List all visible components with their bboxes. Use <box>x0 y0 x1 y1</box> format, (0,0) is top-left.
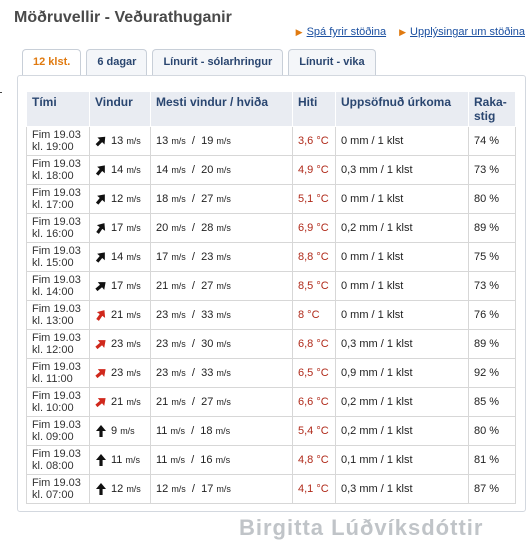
table-row <box>27 417 516 446</box>
tab-bar <box>22 49 381 76</box>
humidity-cell: 75 % <box>469 243 516 272</box>
unit-label: m/s <box>171 136 186 146</box>
unit-label: m/s <box>216 165 231 175</box>
humidity-cell: 92 % <box>469 359 516 388</box>
wind-cell <box>90 214 151 243</box>
max-wind: 11 <box>156 454 168 466</box>
unit-label: m/s <box>171 339 186 349</box>
date-text: Fim 19.03 <box>32 419 81 431</box>
observations-table <box>26 91 516 504</box>
gust-cell: 23 m/s / 33 m/s <box>151 301 293 330</box>
gust-speed: 30 <box>201 338 214 350</box>
gust-speed: 20 <box>201 164 214 176</box>
gust-cell: 11 m/s / 18 m/s <box>151 417 293 446</box>
arrow-ne-dark-icon <box>95 193 107 205</box>
unit-label: m/s <box>216 484 231 494</box>
arrow-right-icon: ▶ <box>399 27 407 37</box>
max-wind: 12 <box>156 483 169 495</box>
temperature-cell: 5,1 °C <box>293 185 336 214</box>
wind-cell <box>90 446 151 475</box>
gust-speed: 23 <box>201 251 214 263</box>
precipitation-cell: 0,1 mm / 1 klst <box>336 446 469 475</box>
table-row <box>27 301 516 330</box>
arrow-ne-dark-icon <box>95 251 107 263</box>
gust-cell: 20 m/s / 28 m/s <box>151 214 293 243</box>
date-text: Fim 19.03 <box>32 332 81 344</box>
hour-text: kl. 15:00 <box>32 257 74 269</box>
tab-6-days[interactable]: 6 dagar <box>86 49 147 75</box>
unit-label: m/s <box>171 484 186 494</box>
hour-text: kl. 09:00 <box>32 431 74 443</box>
gust-speed: 28 <box>201 222 214 234</box>
max-wind: 21 <box>156 396 169 408</box>
gust-speed: 19 <box>201 135 214 147</box>
arrow-ne-red-icon <box>95 338 107 350</box>
col-header-gust: Mesti vindur / hviða <box>151 92 293 127</box>
time-cell <box>27 446 90 475</box>
temperature-cell: 4,9 °C <box>293 156 336 185</box>
humidity-cell: 81 % <box>469 446 516 475</box>
humidity-cell: 73 % <box>469 156 516 185</box>
max-wind: 23 <box>156 338 169 350</box>
gust-speed: 17 <box>201 483 214 495</box>
table-row <box>27 475 516 504</box>
precipitation-cell: 0 mm / 1 klst <box>336 185 469 214</box>
max-wind: 23 <box>156 367 169 379</box>
table-header-row <box>27 92 516 127</box>
hour-text: kl. 16:00 <box>32 228 74 240</box>
wind-cell <box>90 243 151 272</box>
unit-label: m/s <box>171 194 186 204</box>
hour-text: kl. 08:00 <box>32 460 74 472</box>
date-text: Fim 19.03 <box>32 245 81 257</box>
time-cell <box>27 214 90 243</box>
top-links <box>296 26 525 38</box>
unit-label: m/s <box>216 339 231 349</box>
time-cell <box>27 272 90 301</box>
station-info-link[interactable]: Upplýsingar um stöðina <box>410 26 525 38</box>
unit-label: m/s <box>126 483 141 494</box>
humidity-cell: 73 % <box>469 272 516 301</box>
humidity-cell: 80 % <box>469 185 516 214</box>
forecast-link[interactable]: Spá fyrir stöðina <box>306 26 387 38</box>
precipitation-cell: 0,3 mm / 1 klst <box>336 156 469 185</box>
date-text: Fim 19.03 <box>32 216 81 228</box>
unit-label: m/s <box>216 223 231 233</box>
humidity-cell: 85 % <box>469 388 516 417</box>
temperature-cell: 8 °C <box>293 301 336 330</box>
gust-speed: 16 <box>200 454 213 466</box>
temperature-cell: 6,5 °C <box>293 359 336 388</box>
time-cell <box>27 127 90 156</box>
unit-label: m/s <box>126 280 141 291</box>
wind-speed: 12 <box>111 482 124 495</box>
wind-speed: 17 <box>111 279 124 292</box>
hour-text: kl. 17:00 <box>32 199 74 211</box>
wind-speed: 21 <box>111 395 124 408</box>
col-header-precip: Uppsöfnuð úrkoma <box>336 92 469 127</box>
time-cell <box>27 301 90 330</box>
max-wind: 14 <box>156 164 169 176</box>
gust-speed: 27 <box>201 193 214 205</box>
date-text: Fim 19.03 <box>32 448 81 460</box>
wind-speed: 14 <box>111 163 124 176</box>
wind-cell <box>90 301 151 330</box>
unit-label: m/s <box>171 368 186 378</box>
hour-text: kl. 19:00 <box>32 141 74 153</box>
wind-cell <box>90 330 151 359</box>
gust-cell: 17 m/s / 23 m/s <box>151 243 293 272</box>
precipitation-cell: 0,2 mm / 1 klst <box>336 417 469 446</box>
time-cell <box>27 417 90 446</box>
wind-speed: 21 <box>111 308 124 321</box>
table-row <box>27 185 516 214</box>
table-row <box>27 243 516 272</box>
arrow-ne-red-icon <box>95 367 107 379</box>
temperature-cell: 6,8 °C <box>293 330 336 359</box>
precipitation-cell: 0,2 mm / 1 klst <box>336 388 469 417</box>
unit-label: m/s <box>171 310 186 320</box>
unit-label: m/s <box>216 194 231 204</box>
gust-cell: 11 m/s / 16 m/s <box>151 446 293 475</box>
wind-cell <box>90 359 151 388</box>
gust-cell: 13 m/s / 19 m/s <box>151 127 293 156</box>
wind-cell <box>90 185 151 214</box>
arrow-right-icon: ▶ <box>295 27 303 37</box>
table-row <box>27 359 516 388</box>
humidity-cell: 74 % <box>469 127 516 156</box>
date-text: Fim 19.03 <box>32 303 81 315</box>
time-cell <box>27 156 90 185</box>
time-cell <box>27 243 90 272</box>
wind-speed: 12 <box>111 192 124 205</box>
max-wind: 21 <box>156 280 169 292</box>
table-row <box>27 388 516 417</box>
time-cell <box>27 185 90 214</box>
unit-label: m/s <box>126 135 141 146</box>
col-header-humidity: Raka-stig <box>469 92 516 127</box>
hour-text: kl. 14:00 <box>32 286 74 298</box>
gust-cell: 12 m/s / 17 m/s <box>151 475 293 504</box>
humidity-cell: 76 % <box>469 301 516 330</box>
unit-label: m/s <box>126 309 141 320</box>
arrow-ne-dark-icon <box>95 280 107 292</box>
temperature-cell: 8,5 °C <box>293 272 336 301</box>
temperature-cell: 3,6 °C <box>293 127 336 156</box>
gust-speed: 27 <box>201 396 214 408</box>
unit-label: m/s <box>126 164 141 175</box>
wind-speed: 23 <box>111 337 124 350</box>
wind-speed: 13 <box>111 134 124 147</box>
unit-label: m/s <box>120 425 135 436</box>
date-text: Fim 19.03 <box>32 129 81 141</box>
wind-speed: 23 <box>111 366 124 379</box>
unit-label: m/s <box>126 222 141 233</box>
arrow-ne-red-icon <box>95 396 107 408</box>
unit-label: m/s <box>126 193 141 204</box>
time-cell <box>27 330 90 359</box>
unit-label: m/s <box>216 136 231 146</box>
unit-label: m/s <box>216 252 231 262</box>
temperature-cell: 5,4 °C <box>293 417 336 446</box>
temperature-cell: 6,9 °C <box>293 214 336 243</box>
date-text: Fim 19.03 <box>32 158 81 170</box>
col-header-time: Tími <box>27 92 90 127</box>
wind-cell <box>90 127 151 156</box>
wind-cell <box>90 156 151 185</box>
date-text: Fim 19.03 <box>32 390 81 402</box>
unit-label: m/s <box>171 165 186 175</box>
observations-panel <box>17 75 526 512</box>
unit-label: m/s <box>216 310 231 320</box>
unit-label: m/s <box>126 396 141 407</box>
unit-label: m/s <box>170 426 185 436</box>
temperature-cell: 4,1 °C <box>293 475 336 504</box>
unit-label: m/s <box>125 454 140 465</box>
precipitation-cell: 0,3 mm / 1 klst <box>336 330 469 359</box>
wind-cell <box>90 475 151 504</box>
arrow-n-dark-icon <box>95 425 107 437</box>
time-cell <box>27 475 90 504</box>
table-row <box>27 127 516 156</box>
precipitation-cell: 0 mm / 1 klst <box>336 301 469 330</box>
max-wind: 17 <box>156 251 169 263</box>
unit-label: m/s <box>171 252 186 262</box>
gust-speed: 18 <box>200 425 213 437</box>
hour-text: kl. 18:00 <box>32 170 74 182</box>
precipitation-cell: 0,3 mm / 1 klst <box>336 475 469 504</box>
precipitation-cell: 0 mm / 1 klst <box>336 243 469 272</box>
table-row <box>27 330 516 359</box>
max-wind: 23 <box>156 309 169 321</box>
table-row <box>27 446 516 475</box>
wind-cell <box>90 417 151 446</box>
arrow-ne-dark-icon <box>95 135 107 147</box>
gust-cell: 21 m/s / 27 m/s <box>151 388 293 417</box>
unit-label: m/s <box>126 251 141 262</box>
unit-label: m/s <box>126 338 141 349</box>
wind-speed: 14 <box>111 250 124 263</box>
unit-label: m/s <box>171 281 186 291</box>
gust-speed: 33 <box>201 367 214 379</box>
unit-label: m/s <box>170 455 185 465</box>
tab-graph-week[interactable]: Línurit - vika <box>288 49 375 75</box>
humidity-cell: 80 % <box>469 417 516 446</box>
hour-text: kl. 13:00 <box>32 315 74 327</box>
gust-speed: 33 <box>201 309 214 321</box>
divider <box>0 92 2 93</box>
wind-speed: 11 <box>111 453 123 466</box>
temperature-cell: 8,8 °C <box>293 243 336 272</box>
hour-text: kl. 10:00 <box>32 402 74 414</box>
temperature-cell: 6,6 °C <box>293 388 336 417</box>
table-body <box>27 127 516 504</box>
max-wind: 11 <box>156 425 168 437</box>
time-cell <box>27 388 90 417</box>
gust-cell: 21 m/s / 27 m/s <box>151 272 293 301</box>
humidity-cell: 87 % <box>469 475 516 504</box>
date-text: Fim 19.03 <box>32 361 81 373</box>
table-row <box>27 156 516 185</box>
hour-text: kl. 11:00 <box>32 373 73 385</box>
arrow-n-dark-icon <box>95 483 107 495</box>
arrow-ne-dark-icon <box>95 164 107 176</box>
date-text: Fim 19.03 <box>32 187 81 199</box>
page-title: Möðruvellir - Veðurathuganir <box>14 9 232 26</box>
max-wind: 20 <box>156 222 169 234</box>
max-wind: 13 <box>156 135 169 147</box>
unit-label: m/s <box>171 397 186 407</box>
gust-cell: 18 m/s / 27 m/s <box>151 185 293 214</box>
wind-speed: 9 <box>111 424 118 437</box>
col-header-temp: Hiti <box>293 92 336 127</box>
gust-cell: 23 m/s / 33 m/s <box>151 359 293 388</box>
date-text: Fim 19.03 <box>32 477 81 489</box>
unit-label: m/s <box>215 455 231 465</box>
unit-label: m/s <box>216 368 231 378</box>
unit-label: m/s <box>171 223 186 233</box>
wind-cell <box>90 388 151 417</box>
gust-cell: 14 m/s / 20 m/s <box>151 156 293 185</box>
precipitation-cell: 0 mm / 1 klst <box>336 272 469 301</box>
unit-label: m/s <box>216 397 231 407</box>
precipitation-cell: 0,9 mm / 1 klst <box>336 359 469 388</box>
table-row <box>27 214 516 243</box>
time-cell <box>27 359 90 388</box>
watermark: Birgitta Lúðvíksdóttir <box>239 515 484 540</box>
precipitation-cell: 0,2 mm / 1 klst <box>336 214 469 243</box>
humidity-cell: 89 % <box>469 330 516 359</box>
tab-12-hours[interactable]: 12 klst. <box>22 49 81 76</box>
hour-text: kl. 12:00 <box>32 344 74 356</box>
precipitation-cell: 0 mm / 1 klst <box>336 127 469 156</box>
unit-label: m/s <box>126 367 141 378</box>
unit-label: m/s <box>216 281 231 291</box>
col-header-wind: Vindur <box>90 92 151 127</box>
gust-cell: 23 m/s / 30 m/s <box>151 330 293 359</box>
temperature-cell: 4,8 °C <box>293 446 336 475</box>
unit-label: m/s <box>215 426 231 436</box>
wind-speed: 17 <box>111 221 124 234</box>
arrow-ne-red-icon <box>95 309 107 321</box>
wind-cell <box>90 272 151 301</box>
date-text: Fim 19.03 <box>32 274 81 286</box>
arrow-ne-dark-icon <box>95 222 107 234</box>
hour-text: kl. 07:00 <box>32 489 74 501</box>
gust-speed: 27 <box>201 280 214 292</box>
table-row <box>27 272 516 301</box>
max-wind: 18 <box>156 193 169 205</box>
tab-graph-day[interactable]: Línurit - sólarhringur <box>152 49 283 75</box>
humidity-cell: 89 % <box>469 214 516 243</box>
arrow-n-dark-icon <box>95 454 107 466</box>
